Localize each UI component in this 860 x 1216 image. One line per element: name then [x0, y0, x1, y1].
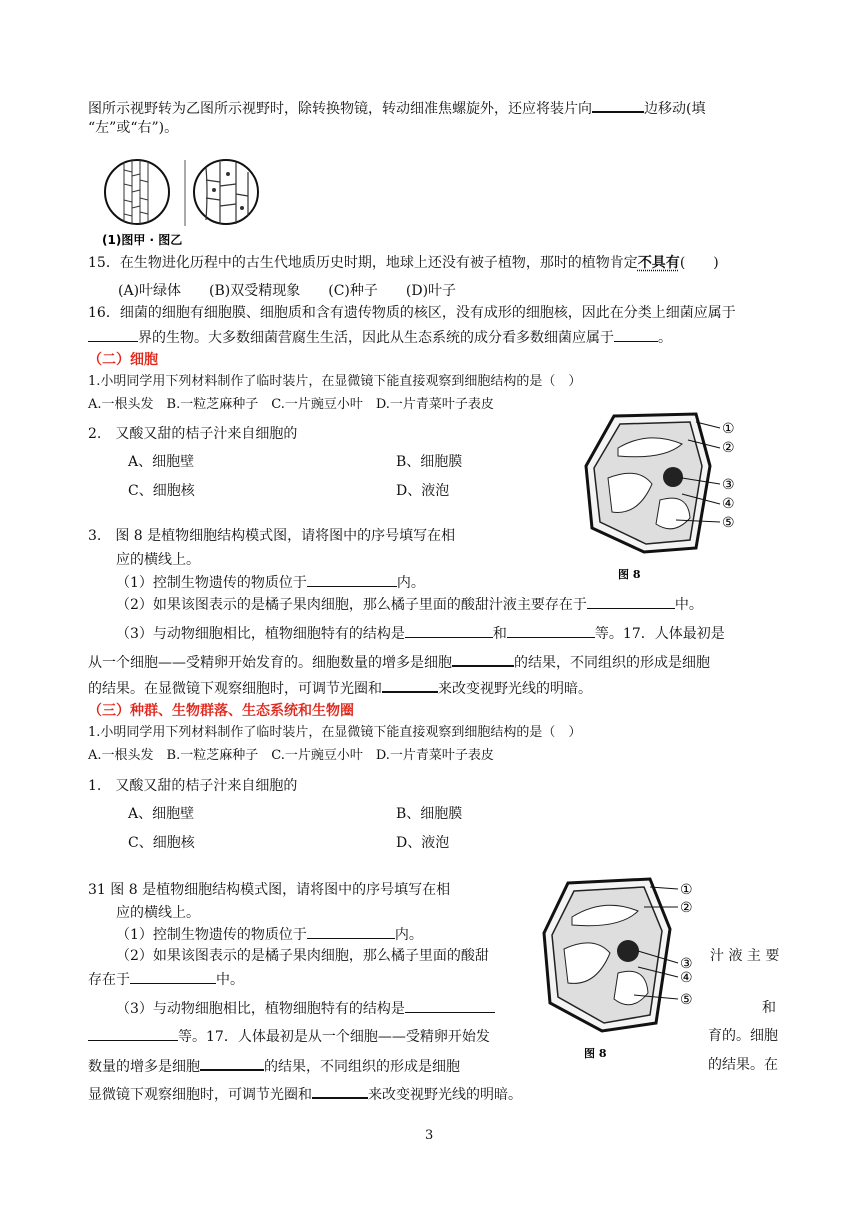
s3-q2-option-a[interactable]: A、细胞壁	[128, 806, 195, 822]
q15-options: (A)叶绿体 (B)双受精现象 (C)种子 (D)叶子	[118, 283, 457, 299]
q16-line1: 16．细菌的细胞有细胞膜、细胞质和含有遗传物质的核区，没有成形的细胞核，因此在分类上细菌应属于	[88, 305, 736, 321]
s3-q2-option-d[interactable]: D、液泡	[396, 835, 450, 851]
s2-q3-1-text: （1）控制生物遗传的物质位于	[116, 575, 307, 591]
page-number: 3	[425, 1128, 434, 1143]
s3-q31-2-right: 汁 液 主 要	[710, 948, 780, 964]
cell2-label-4: ④	[680, 970, 693, 986]
s3-q2-option-b[interactable]: B、细胞膜	[396, 806, 463, 822]
s3-q31-4-right: 育的。细胞	[708, 1028, 778, 1044]
s3-q31-stem-b: 应的横线上。	[116, 905, 200, 921]
q14-text-b: 边移动(填	[644, 101, 706, 117]
s3-q31-2-blank[interactable]	[130, 969, 216, 984]
q14-line2: “左”或“右”)。	[88, 120, 179, 136]
cell2-label-5: ⑤	[680, 992, 693, 1008]
s2-q3-3	[116, 623, 725, 644]
s3-q31-3-text: （3）与动物细胞相比，植物细胞特有的结构是	[116, 1001, 405, 1017]
cell2-label-1: ①	[680, 882, 693, 898]
q16-line2	[88, 327, 672, 348]
s2-q17-blank-1[interactable]	[452, 651, 514, 667]
s2-q17-text-c: 的结果。在显微镜下观察细胞时，可调节光圈和	[88, 681, 382, 697]
s3-q31-2: （2）如果该图表示的是橘子果肉细胞，那么橘子里面的酸甜	[116, 948, 489, 964]
s3-q31-2-line2	[88, 969, 244, 990]
q15-text: 15．在生物进化历程中的古生代地质历史时期，地球上还没有被子植物，那时的植物肯定	[88, 255, 638, 271]
q16-text: 界的生物。大多数细菌营腐生生活，因此从生态系统的成分看多数细菌应属于	[138, 330, 614, 346]
q15-emphasis: 不具有	[637, 255, 680, 271]
s2-q2-stem: 2. 又酸又甜的桔子汁来自细胞的	[88, 426, 298, 442]
s3-q31-3-blank-2[interactable]	[88, 1026, 178, 1041]
s3-q31-5-right: 的结果。在	[708, 1057, 778, 1073]
cell2-label-2: ②	[680, 900, 693, 916]
s2-q3-3-blank-1[interactable]	[405, 623, 493, 638]
s2-q3-3-end: 等。17．人体最初是	[594, 626, 725, 642]
s3-q2-option-c[interactable]: C、细胞核	[128, 835, 195, 851]
section3-heading: （三）种群、生物群落、生态系统和生物圈	[88, 703, 354, 719]
section2-heading: （二）细胞	[88, 352, 158, 368]
s2-q3-2-text: （2）如果该图表示的是橘子果肉细胞，那么橘子里面的酸甜汁液主要存在于	[116, 597, 587, 613]
s2-q1-stem: 1.小明同学用下列材料制作了临时装片，在显微镜下能直接观察到细胞结构的是（ ）	[88, 374, 582, 389]
s2-q17-blank-2[interactable]	[382, 677, 438, 693]
s2-q2-option-d[interactable]: D、液泡	[396, 483, 450, 499]
s3-q31-3-blank-1[interactable]	[405, 998, 495, 1013]
plant-cell-figure-1	[578, 408, 748, 588]
s3-q31-5-blank[interactable]	[200, 1055, 264, 1071]
s3-q31-6-blank[interactable]	[312, 1083, 368, 1099]
q16-blank-1[interactable]	[88, 327, 138, 342]
microscope-view-image	[102, 150, 272, 250]
s3-q31-1-blank[interactable]	[307, 924, 395, 939]
s2-q3-3-text: （3）与动物细胞相比，植物细胞特有的结构是	[116, 626, 405, 642]
s3-q31-1-text: （1）控制生物遗传的物质位于	[116, 927, 307, 943]
cell-label-4: ④	[722, 496, 735, 512]
microscope-figure-label: (1)图甲 · 图乙	[102, 233, 183, 247]
plant-cell-figure-2	[538, 873, 708, 1067]
s2-q17-text: 从一个细胞——受精卵开始发育的。细胞数量的增多是细胞	[88, 655, 452, 671]
s2-q17-line3	[88, 677, 592, 699]
s3-q31-stem: 31 图 8 是植物细胞结构模式图，请将图中的序号填写在相	[88, 882, 451, 898]
s3-q31-5	[88, 1055, 460, 1077]
s2-q3-1-end: 内。	[396, 575, 425, 591]
s3-q31-2-end: 中。	[216, 972, 244, 988]
s3-q1-stem: 1.小明同学用下列材料制作了临时装片，在显微镜下能直接观察到细胞结构的是（ ）	[88, 725, 582, 740]
q14-answer-blank[interactable]	[592, 97, 644, 113]
s2-q3-stem: 3. 图 8 是植物细胞结构模式图，请将图中的序号填写在相	[88, 528, 456, 544]
s3-q1-options: A.一根头发 B.一粒芝麻种子 C.一片豌豆小叶 D.一片青菜叶子表皮	[88, 748, 494, 763]
s3-q2-stem: 1. 又酸又甜的桔子汁来自细胞的	[88, 778, 298, 794]
cell-label-3: ③	[722, 477, 735, 493]
cell-label-2: ②	[722, 440, 735, 456]
s2-q17-text-b: 的结果，不同组织的形成是细胞	[514, 655, 710, 671]
s2-q3-2-blank[interactable]	[587, 594, 675, 609]
s3-q31-5-text-b: 的结果，不同组织的形成是细胞	[264, 1059, 460, 1075]
s2-q17-text-d: 来改变视野光线的明暗。	[438, 681, 592, 697]
s2-q3-3-and: 和	[492, 626, 507, 642]
s2-q3-stem-b: 应的横线上。	[116, 552, 200, 568]
s2-q3-2-end: 中。	[674, 597, 703, 613]
plant-cell-diagram-2	[538, 873, 708, 1063]
q15-stem	[88, 253, 719, 273]
s2-q2-option-c[interactable]: C、细胞核	[128, 483, 195, 499]
cell2-figure-caption: 图 8	[584, 1047, 607, 1060]
s2-q17-line2	[88, 651, 710, 673]
cell2-label-3: ③	[680, 956, 693, 972]
s2-q2-option-b[interactable]: B、细胞膜	[396, 454, 463, 470]
s3-q31-6-text: 显微镜下观察细胞时，可调节光圈和	[88, 1087, 312, 1103]
s3-q31-4-text: 等。17．人体最初是从一个细胞——受精卵开始发	[178, 1029, 490, 1045]
cell-figure-caption: 图 8	[618, 568, 641, 581]
s3-q31-3	[116, 998, 495, 1019]
s3-q31-3-and: 和	[762, 1000, 776, 1016]
plant-cell-diagram	[578, 408, 748, 584]
s2-q3-2	[116, 594, 703, 615]
microscope-view-figure	[102, 150, 272, 254]
s3-q31-5-text: 数量的增多是细胞	[88, 1059, 200, 1075]
s3-q31-1	[116, 924, 423, 945]
s3-q31-6	[88, 1083, 522, 1105]
s3-q31-4	[88, 1026, 490, 1047]
s2-q2-option-a[interactable]: A、细胞壁	[128, 454, 195, 470]
cell-label-1: ①	[722, 421, 735, 437]
q14-line1	[88, 97, 705, 119]
s3-q31-6-end: 来改变视野光线的明暗。	[368, 1087, 522, 1103]
s3-q31-1-end: 内。	[394, 927, 423, 943]
s2-q1-options: A.一根头发 B.一粒芝麻种子 C.一片豌豆小叶 D.一片青菜叶子表皮	[88, 397, 494, 412]
q15-answer-paren[interactable]: ( )	[679, 255, 719, 271]
cell-label-5: ⑤	[722, 515, 735, 531]
q14-text: 图所示视野转为乙图所示视野时，除转换物镜，转动细准焦螺旋外，还应将装片向	[88, 101, 592, 117]
s2-q3-1-blank[interactable]	[307, 572, 397, 587]
s2-q3-3-blank-2[interactable]	[507, 623, 595, 638]
s2-q3-1	[116, 572, 425, 593]
q16-blank-2[interactable]	[614, 327, 658, 342]
q16-text-end: 。	[658, 330, 672, 346]
s3-q31-2-text-c: 存在于	[88, 972, 130, 988]
